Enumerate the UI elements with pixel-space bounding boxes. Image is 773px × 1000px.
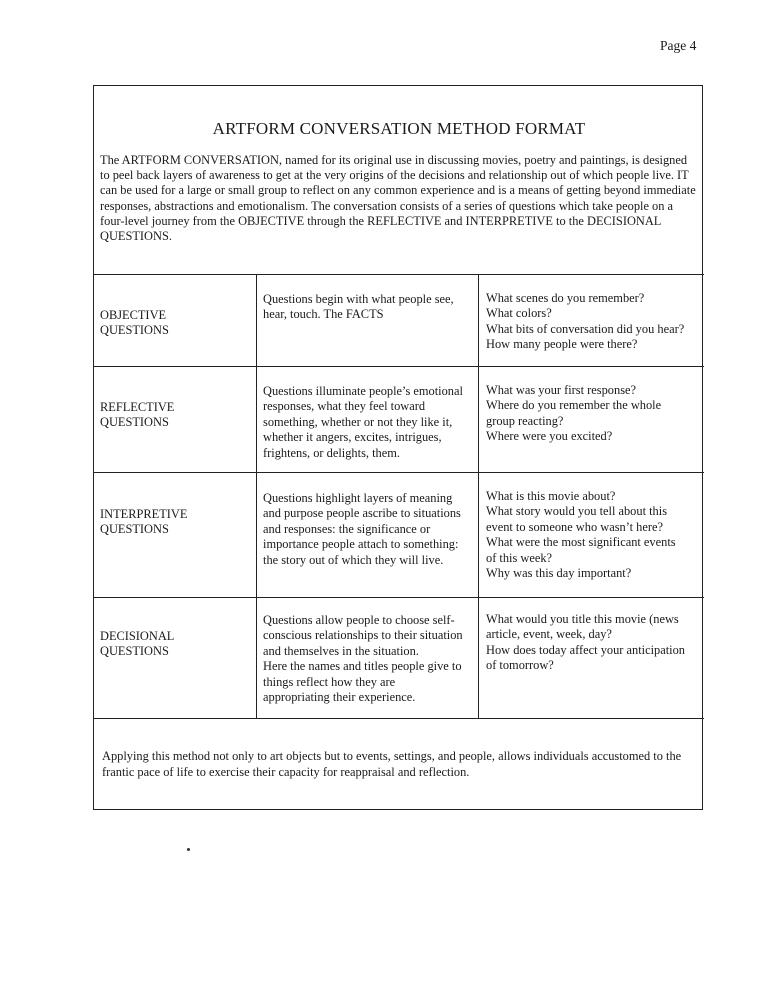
row-label-reflective: REFLECTIVE QUESTIONS — [100, 400, 175, 430]
rule-row-2-bottom — [94, 472, 704, 473]
intro-paragraph: The ARTFORM CONVERSATION, named for its original use in discussing movies, poetry and paintings, is designed to peel back layers of awareness to get at the very origins of the decisions and relationship out of which people live. IT can be used for a large or small group to reflect on any common experience and is a means of getting beyond immediate responses, abstractions and emotionalism. The conversation consists of a series of questions which take people on a four-level journey from the OBJECTIVE through the REFLECTIVE and INTERPRETIVE to the DECISIONAL QUESTIONS. — [100, 153, 696, 244]
rule-table-bottom — [94, 718, 704, 719]
rule-row-1-bottom — [94, 366, 704, 367]
row-examples-interpretive: What is this movie about? What story would you tell about this event to someone who wasn’t here? What were the most significant events of this week? Why was this day important? — [486, 489, 676, 581]
row-examples-reflective: What was your first response? Where do you remember the whole group reacting? Where were you excited? — [486, 383, 662, 444]
rule-row-3-bottom — [94, 597, 704, 598]
row-label-interpretive: INTERPRETIVE QUESTIONS — [100, 507, 188, 537]
document-title: ARTFORM CONVERSATION METHOD FORMAT — [212, 119, 586, 138]
row-label-objective: OBJECTIVE QUESTIONS — [100, 308, 169, 338]
row-label-decisional: DECISIONAL QUESTIONS — [100, 629, 175, 659]
closing-paragraph: Applying this method not only to art objects but to events, settings, and people, allows individuals accustomed to the frantic pace of life to exercise their capacity for reappraisal and reflection. — [102, 749, 682, 779]
page-number: Page 4 — [660, 38, 697, 53]
scan-speck — [187, 848, 190, 851]
row-description-reflective: Questions illuminate people’s emotional responses, what they feel toward something, whether or not they like it, whether it angers, excites, intrigues, frightens, or delights, them. — [263, 384, 463, 460]
rule-table-top — [94, 274, 704, 275]
rule-column-1 — [256, 274, 257, 718]
row-description-objective: Questions begin with what people see, hear, touch. The FACTS — [263, 292, 454, 322]
row-description-interpretive: Questions highlight layers of meaning and purpose people ascribe to situations and responses: the significance or importance people attach to something: the story out of which they will live. — [263, 491, 461, 567]
row-examples-decisional: What would you title this movie (news article, event, week, day? How does today affect your anticipation of tomorrow? — [486, 612, 685, 673]
rule-column-2 — [478, 274, 479, 718]
row-examples-objective: What scenes do you remember? What colors? What bits of conversation did you hear? How many people were there? — [486, 291, 685, 352]
row-description-decisional: Questions allow people to choose self- conscious relationships to their situation and themselves in the situation. Here the names and titles people give to things reflect how they are appropriating their experience. — [263, 613, 463, 705]
method-format-box — [93, 85, 703, 810]
